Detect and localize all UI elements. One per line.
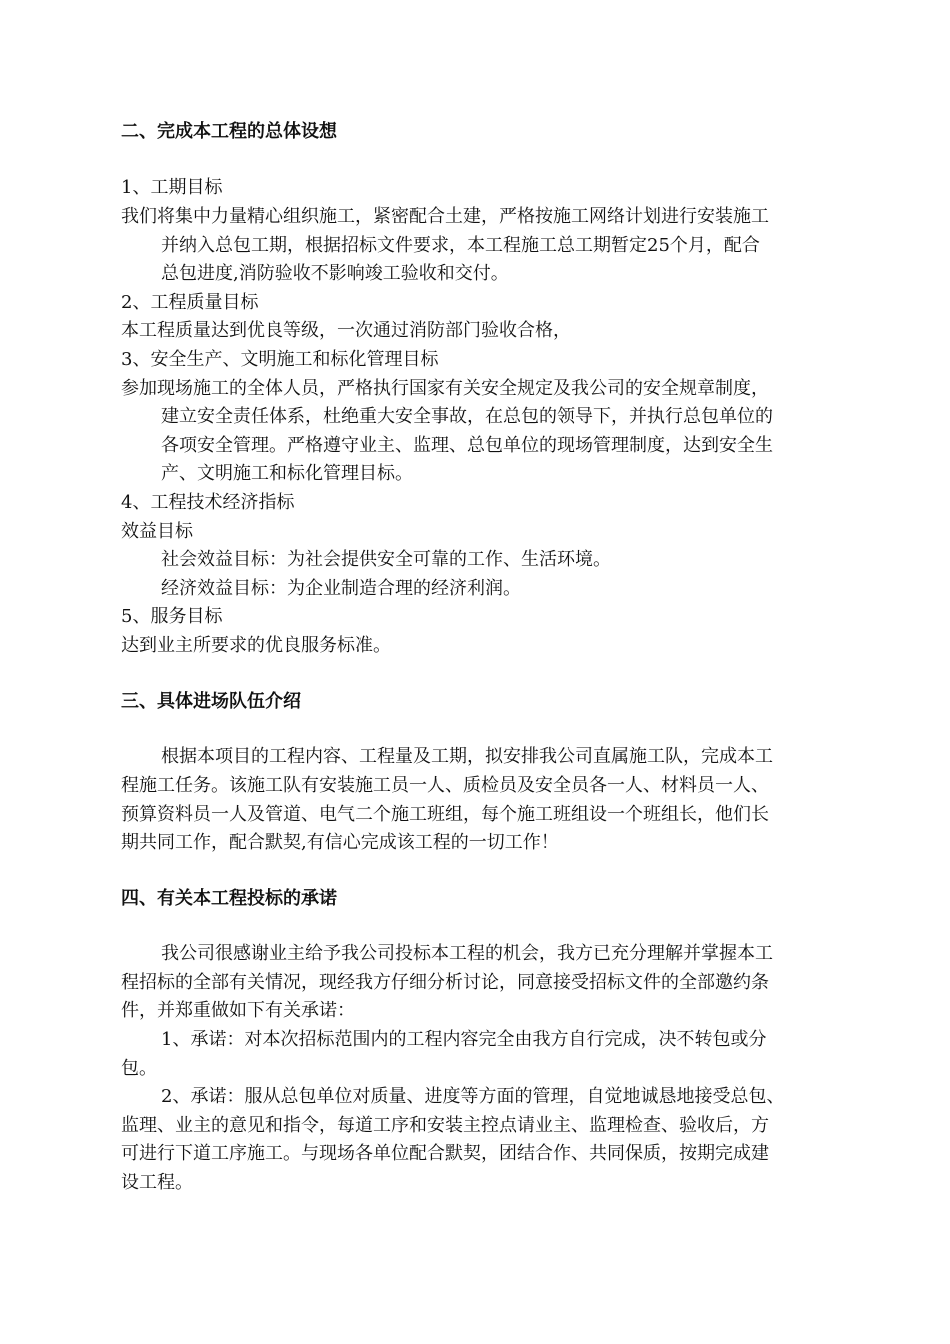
paragraph-line: 总包进度,消防验收不影响竣工验收和交付。 <box>161 263 509 284</box>
paragraph-line: 根据本项目的工程内容、工程量及工期，拟安排我公司直属施工队，完成本工 <box>161 746 773 767</box>
item-subtitle: 效益目标 <box>121 521 193 542</box>
paragraph-line: 设工程。 <box>121 1172 193 1193</box>
paragraph-line: 建立安全责任体系，杜绝重大安全事故，在总包的领导下，并执行总包单位的 <box>161 406 773 427</box>
paragraph-line: 2、承诺：服从总包单位对质量、进度等方面的管理，自觉地诚恳地接受总包、 <box>161 1086 785 1107</box>
paragraph-line: 我们将集中力量精心组织施工，紧密配合土建，严格按施工网络计划进行安装施工 <box>121 206 769 227</box>
paragraph-line: 我公司很感谢业主给予我公司投标本工程的机会，我方已充分理解并掌握本工 <box>161 943 773 964</box>
paragraph-line: 社会效益目标：为社会提供安全可靠的工作、生活环境。 <box>161 549 611 570</box>
paragraph-line: 各项安全管理。严格遵守业主、监理、总包单位的现场管理制度，达到安全生 <box>161 435 773 456</box>
section-heading: 二、完成本工程的总体设想 <box>121 121 337 142</box>
paragraph-line: 期共同工作，配合默契,有信心完成该工程的一切工作！ <box>121 832 559 853</box>
item-title: 4、工程技术经济指标 <box>121 492 295 513</box>
item-title: 1、工期目标 <box>121 177 223 198</box>
paragraph-line: 预算资料员一人及管道、电气二个施工班组，每个施工班组设一个班组长，他们长 <box>121 804 769 825</box>
paragraph-line: 1、承诺：对本次招标范围内的工程内容完全由我方自行完成，决不转包或分 <box>161 1029 767 1050</box>
item-title: 3、安全生产、文明施工和标化管理目标 <box>121 349 439 370</box>
paragraph-line: 监理、业主的意见和指令，每道工序和安装主控点请业主、监理检查、验收后，方 <box>121 1115 769 1136</box>
paragraph-line: 本工程质量达到优良等级，一次通过消防部门验收合格， <box>121 320 571 341</box>
paragraph-line: 并纳入总包工期，根据招标文件要求，本工程施工总工期暂定25个月，配合 <box>161 235 760 256</box>
paragraph-line: 可进行下道工序施工。与现场各单位配合默契，团结合作、共同保质，按期完成建 <box>121 1143 769 1164</box>
paragraph-line: 件，并郑重做如下有关承诺： <box>121 1000 355 1021</box>
paragraph-line: 程施工任务。该施工队有安装施工员一人、质检员及安全员各一人、材料员一人、 <box>121 775 769 796</box>
paragraph-line: 参加现场施工的全体人员，严格执行国家有关安全规定及我公司的安全规章制度， <box>121 378 769 399</box>
item-title: 2、工程质量目标 <box>121 292 259 313</box>
paragraph-line: 经济效益目标：为企业制造合理的经济利润。 <box>161 578 521 599</box>
section-heading: 四、有关本工程投标的承诺 <box>121 888 337 909</box>
item-title: 5、服务目标 <box>121 606 223 627</box>
section-heading: 三、具体进场队伍介绍 <box>121 691 301 712</box>
paragraph-line: 达到业主所要求的优良服务标准。 <box>121 635 391 656</box>
paragraph-line: 产、文明施工和标化管理目标。 <box>161 463 413 484</box>
paragraph-line: 包。 <box>121 1058 157 1079</box>
paragraph-line: 程招标的全部有关情况，现经我方仔细分析讨论，同意接受招标文件的全部邀约条 <box>121 972 769 993</box>
